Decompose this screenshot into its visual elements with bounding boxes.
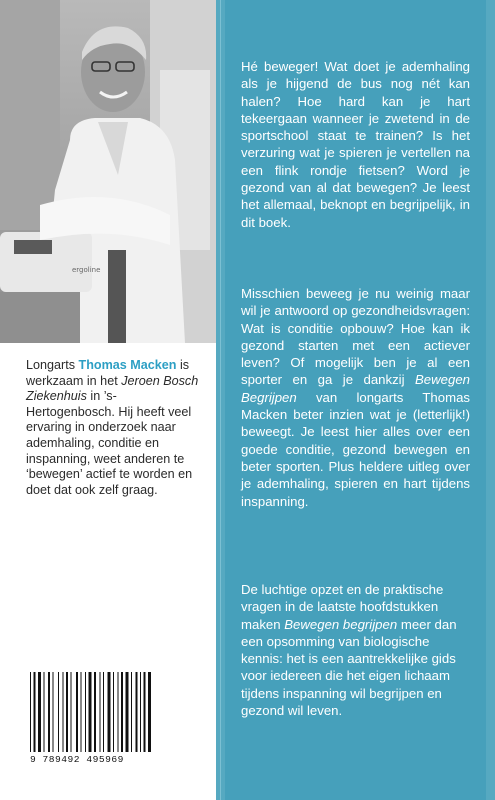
- hospital-name: Jeroen Bosch Ziekenhuis: [26, 373, 199, 404]
- svg-text:ergoline: ergoline: [72, 266, 101, 274]
- blurb-paragraph-3: [225, 581, 486, 719]
- isbn-digits: 9 789492 495969: [30, 754, 124, 765]
- back-cover-left-panel: [0, 0, 216, 800]
- book-title-inline: Bewegen begrijpen: [284, 616, 398, 632]
- blurb-text: van longarts Thomas Macken beter inzien wat je (letterlijk!) beweegt. Je leest hier alles over een goede conditie, gezond bewegen en beter sporten. Plus heldere uitleg over je ademhaling, spieren en hart tijdens inspanning.: [241, 389, 470, 509]
- blurb-panel: [225, 0, 486, 800]
- author-name: Thomas Macken: [78, 358, 177, 372]
- bio-text-mid: is werkzaam in het: [26, 358, 190, 388]
- bio-text-prefix: Longarts: [26, 358, 79, 372]
- isbn-barcode: [26, 668, 156, 768]
- divider: [220, 0, 221, 800]
- blurb-text: Misschien beweeg je nu weinig maar wil je antwoord op gezondheidsvragen: Wat is conditie opbouw? Hoe kan ik gezond starten met een actiever leven? Of mogelijk ben je al een sporter en ga je dankzij: [241, 286, 470, 388]
- bio-text-rest: in ’s-Hertogenbosch. Hij heeft veel ervaring in onderzoek naar ademhaling, conditie en inspanning, weet anderen te ‘bewegen’ actief te worden en doet dat ook zelf graag.: [26, 389, 193, 497]
- author-bio: [26, 358, 204, 498]
- blurb-text: meer dan een opsomming van biologische kennis: het is een aantrekkelijke gids voor iedereen die het eigen lichaam tijdens inspanning wil begrijpen en gezond wil leven.: [241, 616, 457, 719]
- blurb-paragraph-2: [225, 285, 486, 510]
- blurb-paragraph-1: Hé beweger! Wat doet je ademhaling als je hijgend de bus nog nét kan halen? Hoe hard kan je hart tekeergaan wanneer je zwetend in de sportschool staat te trainen? Is het verzuring wat je spieren je vertellen na een flink rondje fietsen? Word je gezond van al dat bewegen? Je leest het allemaal, beknopt en begrijpelijk, in dit boek.: [241, 59, 470, 230]
- book-title-inline: Bewegen Begrijpen: [241, 372, 470, 405]
- author-photo: [0, 0, 216, 343]
- back-cover-right-panel: [216, 0, 495, 800]
- barcode-bars: [26, 668, 156, 754]
- blurb-text: De luchtige opzet en de praktische vragen in de laatste hoofdstukken maken: [241, 582, 444, 632]
